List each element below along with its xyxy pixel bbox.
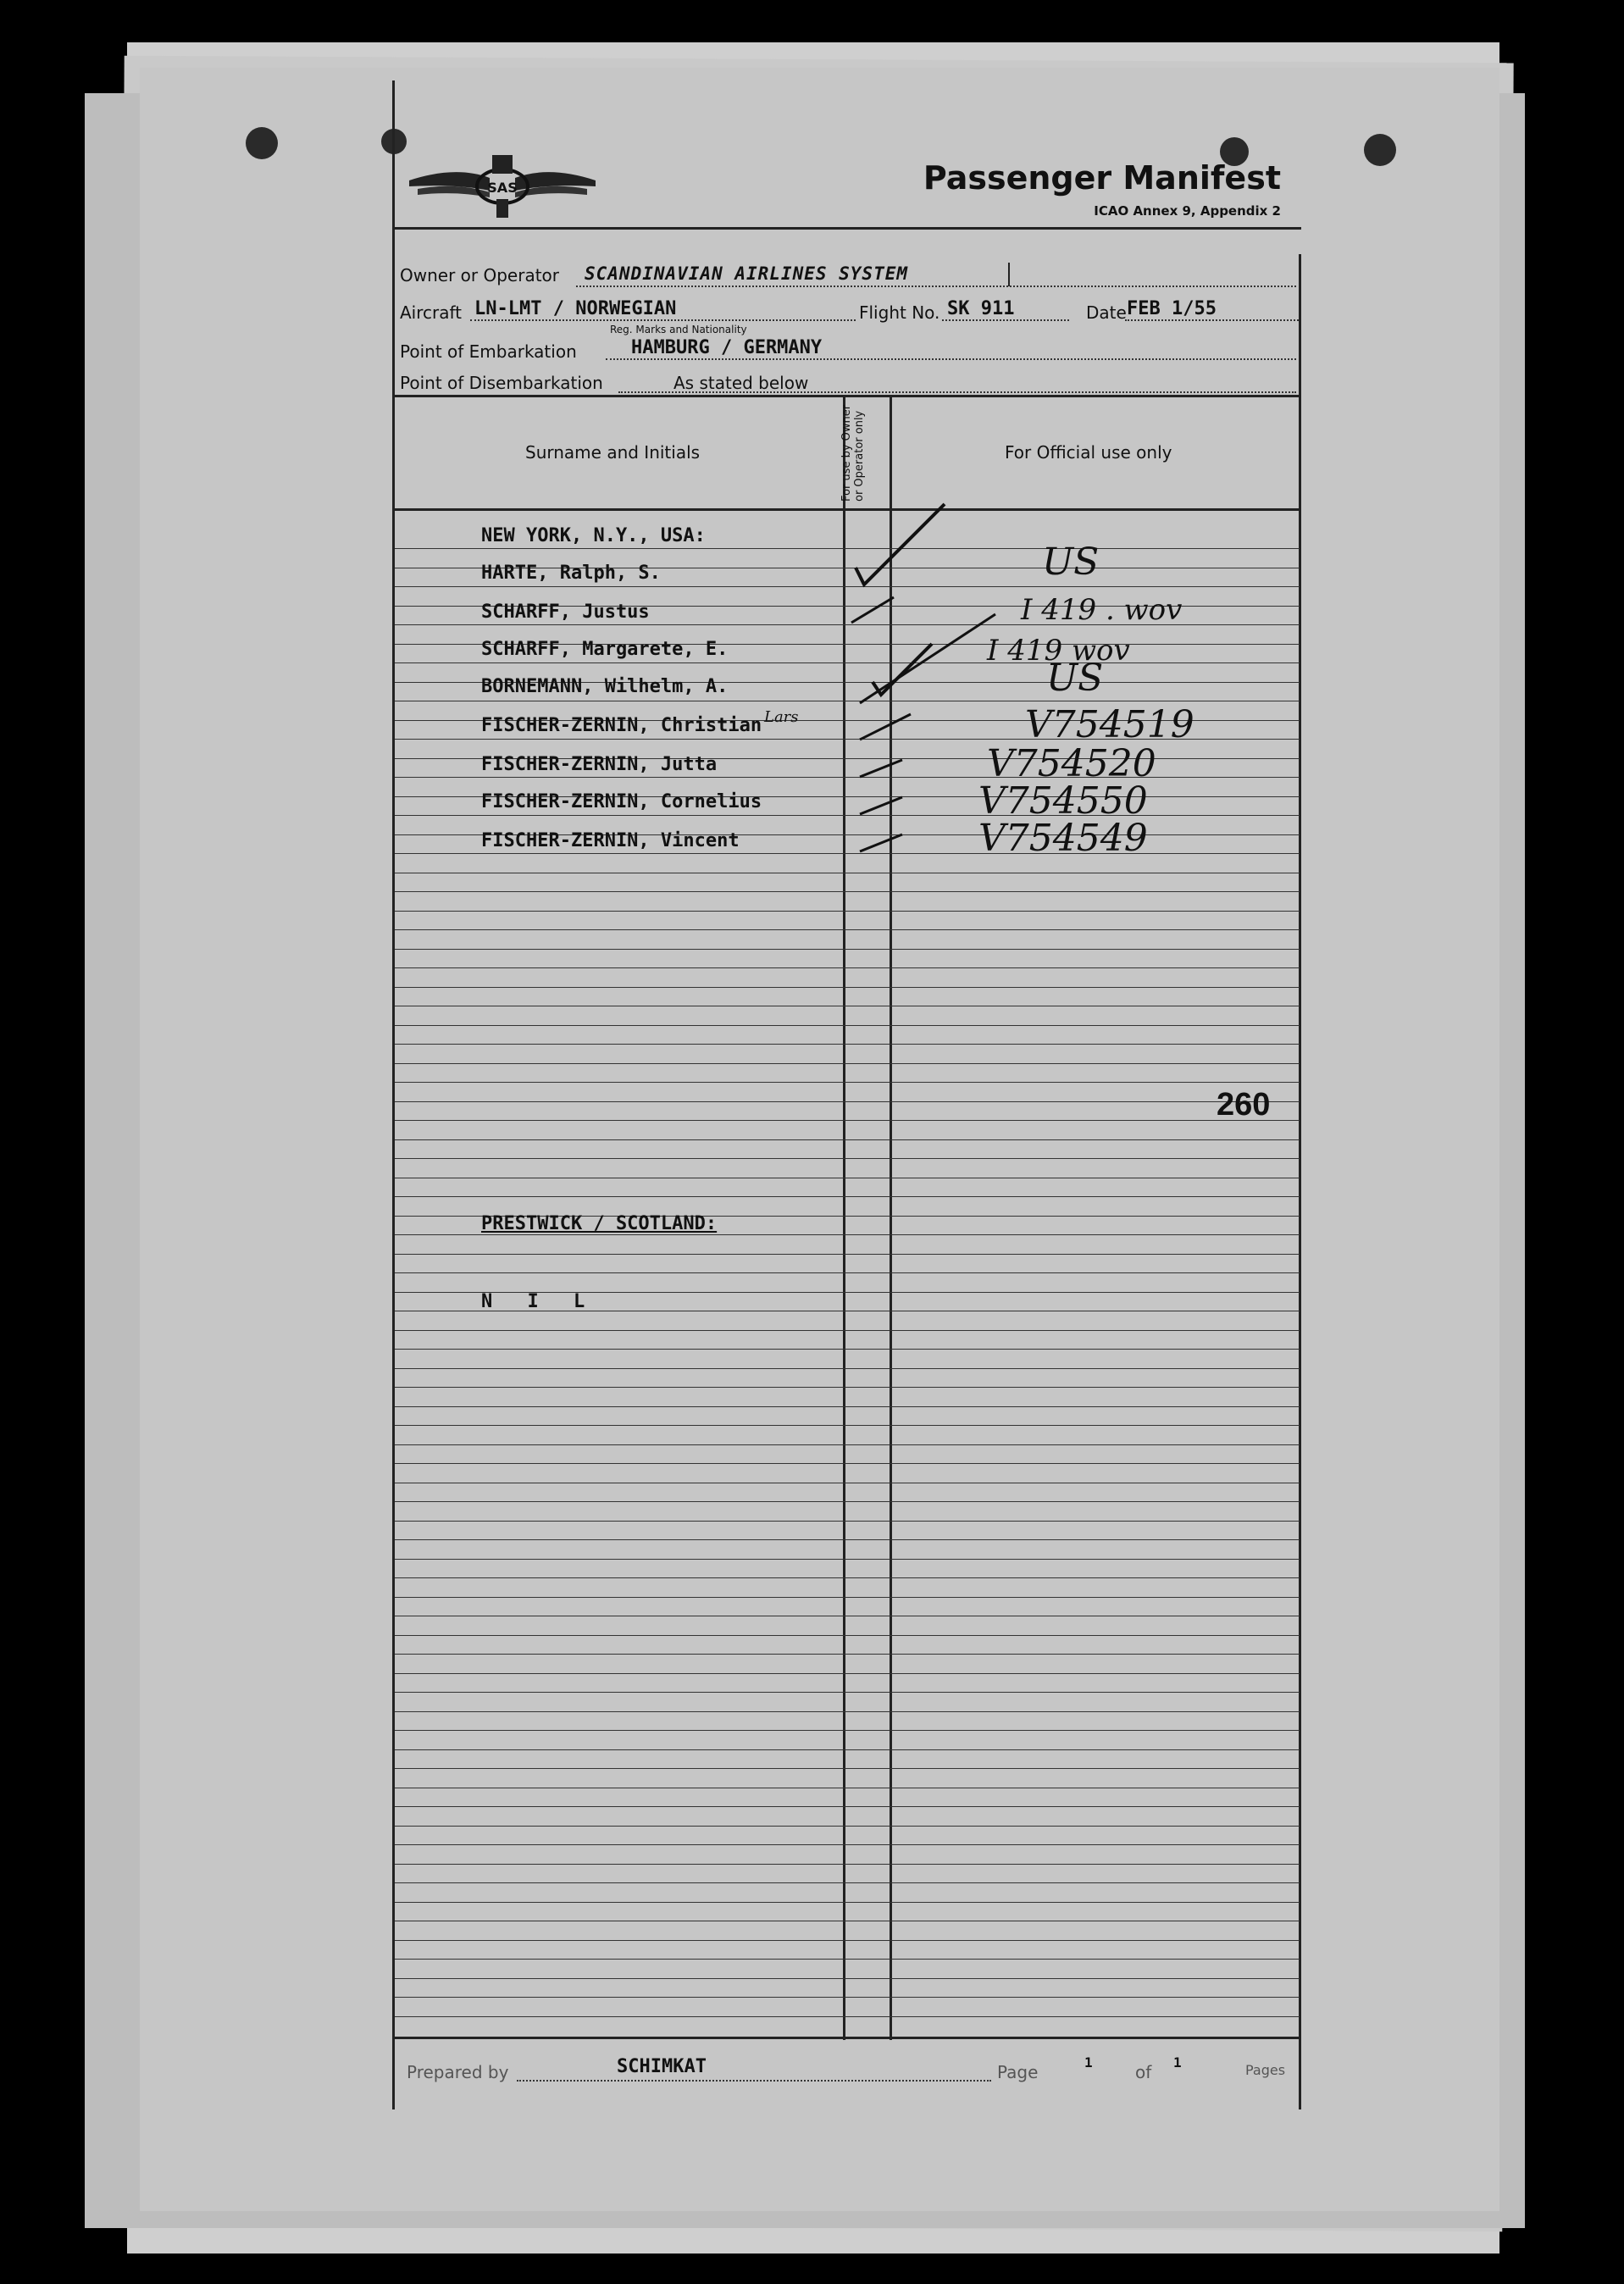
ledger-rule xyxy=(395,1882,1300,1883)
ledger-rule xyxy=(395,1368,1300,1369)
official-entry: I 419 wov xyxy=(987,634,1130,668)
aircraft-label: Aircraft xyxy=(400,302,463,323)
ledger-rule xyxy=(395,1254,1300,1255)
ledger-rule xyxy=(395,1463,1300,1464)
ledger-rule xyxy=(395,853,1300,854)
ledger-rule xyxy=(395,1387,1300,1388)
owner-dotted-line xyxy=(576,286,1296,287)
ledger-rule xyxy=(395,662,1300,663)
passenger-name: FISCHER-ZERNIN, Christian xyxy=(481,715,762,736)
disembark-label: Point of Disembarkation xyxy=(400,373,603,393)
official-entry: US xyxy=(1042,541,1100,584)
ledger-rule xyxy=(395,548,1300,549)
ledger-rule xyxy=(395,1940,1300,1941)
ledger-rule xyxy=(395,586,1300,587)
punch-hole xyxy=(246,127,278,159)
header-rule xyxy=(392,227,1301,230)
embark-dotted-line xyxy=(606,358,1296,360)
ledger-rule xyxy=(395,1349,1300,1350)
frame-left-line xyxy=(392,80,395,2109)
ledger-rule xyxy=(395,1521,1300,1522)
fields-bottom-rule xyxy=(392,395,1301,397)
checkmark-icon xyxy=(868,640,936,699)
ledger-rule xyxy=(395,1978,1300,1979)
owner-use-column-header xyxy=(840,400,866,502)
ledger-rule xyxy=(395,1101,1300,1102)
page-value: 1 xyxy=(1084,2054,1093,2071)
official-entry: V754550 xyxy=(978,779,1148,823)
official-entry: V754549 xyxy=(978,817,1148,860)
nil-entry: N I L xyxy=(481,1291,585,1312)
surname-column-header: Surname and Initials xyxy=(525,442,701,463)
passenger-name: FISCHER-ZERNIN, Vincent xyxy=(481,830,740,851)
airline-logo-icon xyxy=(405,148,600,225)
ledger-rule xyxy=(395,891,1300,892)
frame-right-line xyxy=(1299,254,1301,2109)
ledger-rule xyxy=(395,1025,1300,1026)
ledger-rule xyxy=(395,1330,1300,1331)
flight-dotted-line xyxy=(942,319,1069,321)
ledger-rule xyxy=(395,1406,1300,1407)
ledger-rule xyxy=(395,1730,1300,1731)
ledger-rule xyxy=(395,1539,1300,1540)
aircraft-dotted-line xyxy=(470,319,856,321)
page-label: Page xyxy=(997,2062,1039,2082)
checkmark-icon xyxy=(856,756,906,781)
ledger-rule xyxy=(395,1864,1300,1865)
ledger-rule xyxy=(395,1234,1300,1235)
page-title: Passenger Manifest xyxy=(923,159,1281,197)
aircraft-value: LN-LMT / NORWEGIAN xyxy=(474,298,677,319)
official-entry: V754519 xyxy=(1025,703,1194,746)
date-value: FEB 1/55 xyxy=(1127,298,1217,319)
ledger-rule xyxy=(395,1826,1300,1827)
embark-label: Point of Embarkation xyxy=(400,341,577,362)
section-heading-new-york: NEW YORK, N.Y., USA: xyxy=(481,525,706,546)
ledger-rule xyxy=(395,1673,1300,1674)
ledger-rule xyxy=(395,1196,1300,1197)
handwritten-annotation: Lars xyxy=(764,708,799,726)
passenger-name: SCHARFF, Justus xyxy=(481,601,650,623)
checkmark-icon xyxy=(856,710,915,744)
ledger-rule xyxy=(395,1597,1300,1598)
checkmark-icon xyxy=(856,830,906,856)
flight-label: Flight No. xyxy=(859,302,940,323)
ledger-rule xyxy=(395,1158,1300,1159)
ledger-rule xyxy=(395,1844,1300,1845)
passenger-name: HARTE, Ralph, S. xyxy=(481,563,661,584)
ledger-rule xyxy=(395,1711,1300,1712)
ledger-rule xyxy=(395,1559,1300,1560)
passenger-name: BORNEMANN, Wilhelm, A. xyxy=(481,676,729,697)
prepared-by-label: Prepared by xyxy=(407,2062,509,2082)
of-label: of xyxy=(1135,2062,1152,2082)
ledger-rule xyxy=(395,1997,1300,1998)
passenger-name: SCHARFF, Margarete, E. xyxy=(481,639,729,660)
ledger-rule xyxy=(395,1692,1300,1693)
official-entry: US xyxy=(1046,657,1104,700)
ledger-rule xyxy=(395,987,1300,988)
ledger-rule xyxy=(395,1501,1300,1502)
ledger-rule xyxy=(395,949,1300,950)
flight-value: SK 911 xyxy=(947,298,1015,319)
page-subtitle: ICAO Annex 9, Appendix 2 xyxy=(1094,203,1281,219)
checkmark-icon xyxy=(851,500,953,593)
date-dotted-line xyxy=(1125,319,1299,321)
svg-text:SAS: SAS xyxy=(487,180,518,196)
ledger-rule xyxy=(395,1120,1300,1121)
ledger-rule xyxy=(395,1577,1300,1578)
official-entry: V754520 xyxy=(987,742,1156,785)
prepared-by-value: SCHIMKAT xyxy=(617,2056,707,2077)
owner-label: Owner or Operator xyxy=(400,265,559,286)
disembark-dotted-line xyxy=(618,391,1296,393)
ledger-rule xyxy=(395,1063,1300,1064)
ledger-rule xyxy=(395,929,1300,930)
owner-use-column-label: For use by Owner or Operator only xyxy=(840,404,866,502)
column-divider-1 xyxy=(843,396,845,2040)
ledger-rule xyxy=(395,967,1300,968)
passenger-name: FISCHER-ZERNIN, Cornelius xyxy=(481,791,762,812)
table-bottom-rule xyxy=(392,2037,1301,2039)
disembark-value: As stated below xyxy=(673,373,809,393)
punch-hole xyxy=(1364,134,1396,166)
ledger-rule xyxy=(395,911,1300,912)
pages-label: Pages xyxy=(1245,2062,1286,2078)
ledger-rule xyxy=(395,1959,1300,1960)
ledger-rule xyxy=(395,777,1300,778)
official-entry: I 419 . wov xyxy=(1021,593,1183,627)
prepared-dotted-line xyxy=(517,2080,991,2082)
owner-value: SCANDINAVIAN AIRLINES SYSTEM xyxy=(585,263,909,284)
column-head-rule xyxy=(392,508,1301,511)
passenger-name: FISCHER-ZERNIN, Jutta xyxy=(481,754,718,775)
date-label: Date xyxy=(1086,302,1127,323)
owner-tick xyxy=(1008,263,1010,286)
ledger-rule xyxy=(395,1749,1300,1750)
embark-value: HAMBURG / GERMANY xyxy=(631,337,823,358)
section-heading-prestwick: PRESTWICK / SCOTLAND: xyxy=(481,1213,718,1234)
ledger-rule xyxy=(395,815,1300,816)
checkmark-icon xyxy=(856,793,906,818)
official-column-header: For Official use only xyxy=(1005,442,1172,463)
ledger-rule xyxy=(395,1806,1300,1807)
ledger-rule xyxy=(395,1272,1300,1273)
reg-marks-label: Reg. Marks and Nationality xyxy=(610,324,747,335)
stamped-number: 260 xyxy=(1217,1087,1271,1123)
ledger-rule xyxy=(395,1139,1300,1140)
ledger-rule xyxy=(395,2016,1300,2017)
ledger-rule xyxy=(395,1635,1300,1636)
ledger-rule xyxy=(395,1444,1300,1445)
ledger-rule xyxy=(395,1082,1300,1083)
ledger-rule xyxy=(395,1768,1300,1769)
of-value: 1 xyxy=(1173,2054,1182,2071)
ledger-rule xyxy=(395,1425,1300,1426)
ledger-rule xyxy=(395,1902,1300,1903)
ledger-rule xyxy=(395,1654,1300,1655)
ledger-rule xyxy=(395,1044,1300,1045)
